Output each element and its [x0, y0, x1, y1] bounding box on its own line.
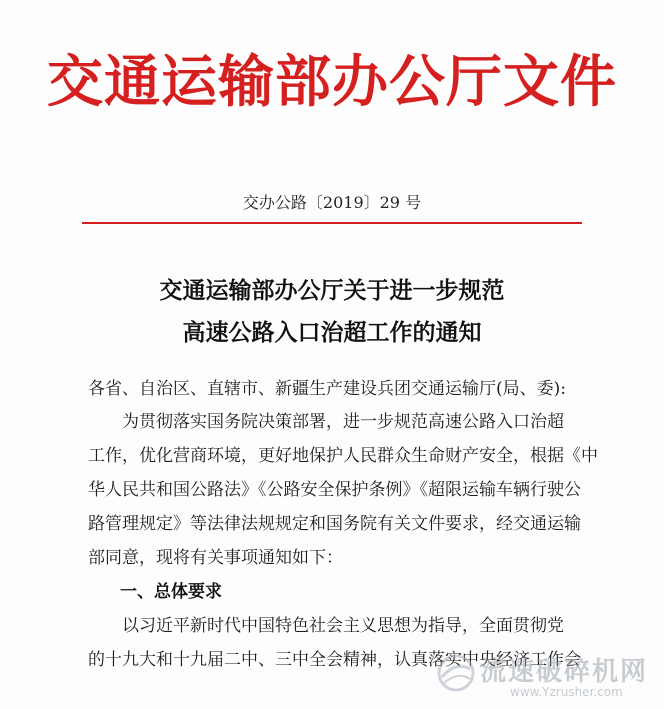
section-heading: 一、总体要求 — [120, 582, 222, 602]
paragraph-line: 部同意，现将有关事项通知如下： — [88, 548, 343, 568]
site-watermark — [436, 647, 656, 703]
document-number: 交办公路〔2019〕29 号 — [242, 193, 422, 212]
recipients-line: 各省、自治区、直辖市、新疆生产建设兵团交通运输厅(局、委): — [88, 379, 566, 399]
paragraph-line: 华人民共和国公路法》《公路安全保护条例》《超限运输车辆行驶公 — [88, 480, 581, 500]
red-divider-line — [82, 222, 582, 224]
paragraph-line: 的十九大和十九届二中、三中全会精神，认真落实中央经济工作会 — [88, 650, 581, 670]
paragraph-line: 工作，优化营商环境，更好地保护人民群众生命财产安全，根据《中 — [88, 446, 598, 466]
sphere-logo-icon — [436, 653, 476, 693]
paragraph-line: 以习近平新时代中国特色社会主义思想为指导，全面贯彻党 — [88, 616, 564, 636]
paragraph-line: 为贯彻落实国务院决策部署，进一步规范高速公路入口治超 — [88, 412, 564, 432]
paragraph-line: 路管理规定》等法律法规规定和国务院有关文件要求，经交通运输 — [88, 514, 581, 534]
watermark-url: www.Yzrusher.com — [510, 685, 623, 699]
issuer-header-title: 交通运输部办公厅文件 — [47, 49, 617, 115]
notice-title-line-2: 高速公路入口治超工作的通知 — [182, 319, 482, 346]
watermark-text: 流速破碎机网 — [480, 657, 649, 687]
notice-title-line-1: 交通运输部办公厅关于进一步规范 — [159, 277, 505, 304]
